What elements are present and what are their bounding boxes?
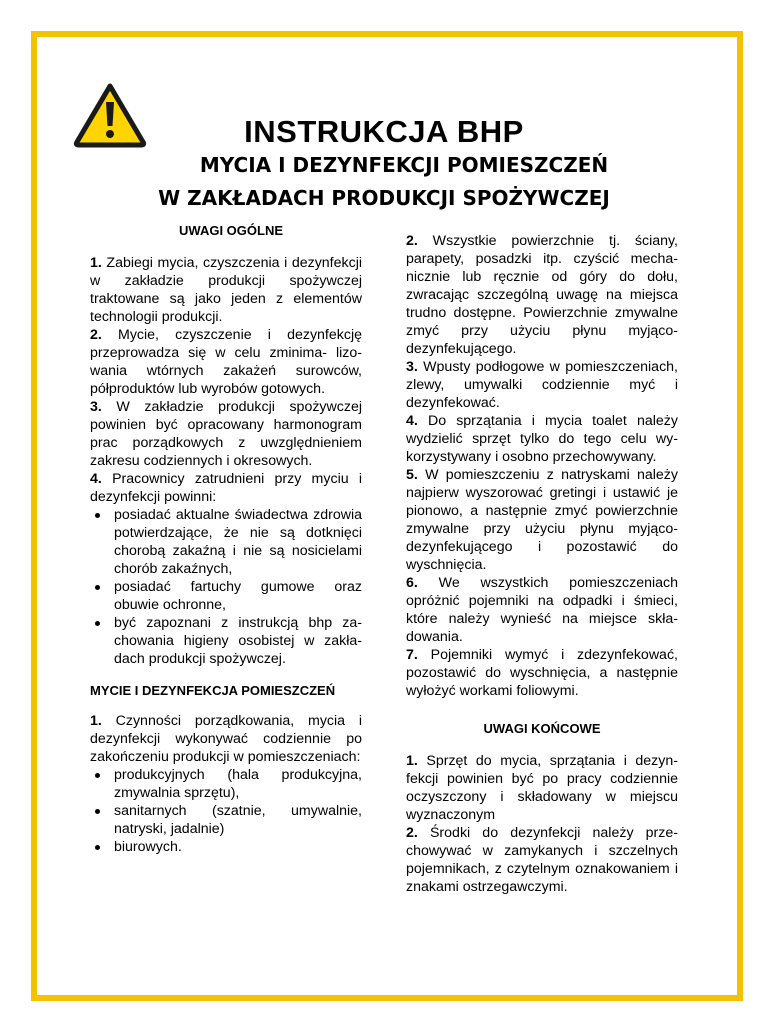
cleaning-heading: MYCIE I DEZYNFEKCJA POMIESZCZEŃ xyxy=(90,683,336,698)
left-column xyxy=(90,222,362,856)
page-subtitle-line2: W ZAKŁADACH PRODUKCJI SPOŻYWCZEJ xyxy=(158,186,610,210)
cleaning-item-7: 7. Pojemniki wymyć i zdezynfekować, pozostawić do wyschnięcia, a następnie wyłożyć workami foliowymi. xyxy=(406,647,678,699)
cleaning-item-4: 4. Do sprzątania i mycia toalet należy wydzielić sprzęt tylko do tego celu wykorzystywany i osobno przechowywany. xyxy=(406,413,678,465)
list-item: biurowych. xyxy=(114,838,362,856)
cleaning-item-6: 6. We wszystkich pomieszczeniach opróżnić pojemniki na odpadki i śmieci, które należy wynieść na miejsce składowania. xyxy=(406,575,678,645)
final-item-1: 1. Sprzęt do mycia, sprzątania i dezynfekcji powinien być po pracy codziennie oczyszczony i składowany w miejscu wyznaczonym xyxy=(406,753,678,823)
list-item: sanitarnych (szatnie, umywalnie, natryski, jadalnie) xyxy=(114,803,362,837)
list-item: produkcyjnych (hala produkcyjna, zmywalnia sprzętu), xyxy=(114,767,362,801)
list-item: być zapoznani z instrukcją bhp zachowania higieny osobistej w zakładach produkcji spożywczej. xyxy=(114,615,362,667)
page-title: INSTRUKCJA BHP xyxy=(244,114,524,149)
general-item-3: 3. W zakładzie produkcji spożywczej powinien być opracowany harmonogram prac porządkowych z uwzględnieniem zakresu codziennych i okresowych. xyxy=(90,399,362,469)
final-heading: UWAGI KOŃCOWE xyxy=(483,721,601,736)
cleaning-item-5: 5. W pomieszczeniu z natryskami należy najpierw wyszorować gretingi i ustawić je pionowo, a następnie zmyć powierzchnie zmywalne przy użyciu płynu myjąco-dezynfekującego i pozostawić do wyschnięcia. xyxy=(406,467,678,573)
general-item-2: 2. Mycie, czyszczenie i dezynfekcję przeprowadza się w celu zminima- lizowania wtórnych zakażeń surowców, półproduktów lub wyrobów gotowych. xyxy=(90,327,362,397)
right-column xyxy=(406,232,678,896)
list-item: posiadać fartuchy gumowe oraz obuwie ochronne, xyxy=(114,579,362,613)
final-item-2: 2. Środki do dezynfekcji należy przechowywać w zamykanych i szczelnych pojemnikach, z czytelnym oznakowaniem i znakami ostrzegawczymi. xyxy=(406,825,678,895)
page-subtitle-line1: MYCIA I DEZYNFEKCJI POMIESZCZEŃ xyxy=(199,153,609,177)
cleaning-bullet-list xyxy=(90,766,362,856)
cleaning-item-3: 3. Wpusty podłogowe w pomieszczeniach, zlewy, umywalki codziennie myć i dezynfekować. xyxy=(406,359,678,411)
cleaning-item-1: 1. Czynności porządkowania, mycia i dezynfekcji wykonywać codziennie po zakończeniu produkcji w pomieszczeniach: xyxy=(90,713,362,765)
list-item: posiadać aktualne świadectwa zdrowia potwierdzające, że nie są dotknięci chorobą zakaźną i nie są nosicielami chorób zakaźnych, xyxy=(114,507,362,577)
general-item-4: 4. Pracownicy zatrudnieni przy myciu i dezynfekcji powinni: xyxy=(90,471,362,505)
general-heading: UWAGI OGÓLNE xyxy=(179,223,283,238)
general-item-1: 1. Zabiegi mycia, czyszczenia i dezynfekcji w zakładzie produkcji spożywczej traktowane są jako jeden z elementów technologii produkcji. xyxy=(90,255,362,325)
cleaning-item-2: 2. Wszystkie powierzchnie tj. ściany, parapety, posadzki itp. czyścić mechanicznie lub ręcznie od góry do dołu, zwracając szczególną uwagę na miejsca trudno dostępne. Powierzchnie zmywalne zmyć przy użyciu płynu myjąco-dezynfekującego. xyxy=(406,233,678,357)
general-bullet-list xyxy=(90,506,362,668)
